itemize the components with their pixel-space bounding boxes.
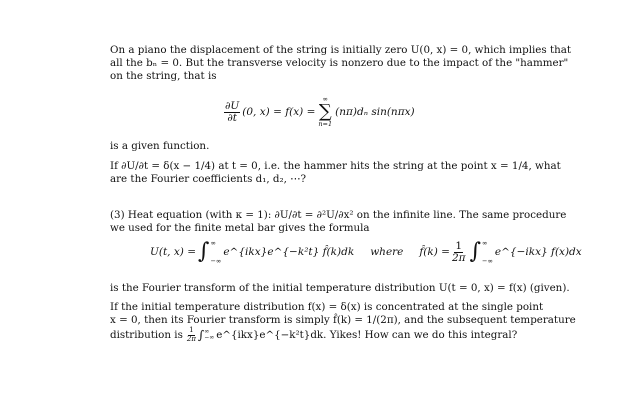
sum-upper-limit: ∞ [322,95,328,103]
fraction-denominator: 2π [451,251,466,264]
text-line: all the bₙ = 0. But the transverse velocity is nonzero due to the impact of the "hammer" [110,57,569,70]
integrand: e^{ikx}e^{−k²t} f̂(k)dk [223,246,355,258]
fourier-transform-lhs: f̂(k) = [419,246,450,258]
integral-operator: ∫ ∞ −∞ [469,239,493,265]
equation-lhs-args: (0, x) = f(x) = [242,106,316,118]
paragraph-hammer-question [110,160,561,186]
fraction-denominator: 2π [186,334,196,343]
paragraph-delta-initial [110,301,576,343]
where-word: where [370,246,404,258]
text-line: x = 0, then its Fourier transform is simply f̂(k) = 1/(2π), and the subsequent temperature [110,314,576,327]
inline-integral-limits [204,329,214,341]
text-line: If ∂U/∂t = δ(x − 1/4) at t = 0, i.e. the hammer hits the string at the point x = 1/4, what [110,160,561,172]
fraction-numerator: 1 [455,239,463,252]
integral-lower-limit: −∞ [482,257,493,265]
text-line: is a given function. [110,140,210,152]
fraction-denominator: ∂t [227,111,237,124]
integral-lower-limit: −∞ [210,257,222,265]
equation-heat-solution [150,239,582,265]
fraction-numerator: 1 [189,326,194,335]
text-line: are the Fourier coefficients d₁, d₂, ⋯? [110,173,306,186]
integral-upper-limit: ∞ [210,239,216,247]
text-line: we used for the finite metal bar gives the formula [110,222,370,235]
normalization-fraction [452,241,466,264]
integral-upper-limit: ∞ [204,328,210,336]
text-line: distribution is $\frac{1}{2\pi}$ ∫ ∞ −∞ e^{ikx}e^{−k²t}dk. Yikes! How can we do this integral? [110,326,518,343]
partial-derivative-fraction [224,101,240,124]
text-segment: e^{ikx}e^{−k²t}dk. Yikes! How can we do this integral? [216,328,518,341]
text-line: (3) Heat equation (with κ = 1): ∂U/∂t = ∂²U/∂x² on the infinite line. The same procedure [110,209,567,221]
integral-lower-limit: −∞ [204,334,215,342]
equation-initial-velocity [222,96,415,128]
inline-fraction [187,327,196,343]
equation-lhs: U(t, x) = [150,246,196,258]
paragraph-piano-displacement [110,44,571,84]
sum-symbol: ∑ [318,101,332,122]
integral-upper-limit: ∞ [482,239,488,247]
sum-lower-limit: n=1 [318,120,333,128]
paragraph-fourier-transform [110,282,570,295]
paragraph-given-function [110,140,530,153]
text-line: on the string, that is [110,70,217,83]
text-line: If the initial temperature distribution f(x) = δ(x) is concentrated at the single point [110,301,544,313]
text-segment: distribution is [110,328,183,341]
text-line: On a piano the displacement of the string is initially zero U(0, x) = 0, which implies that [110,44,571,56]
equation-rhs: (nπ)dₙ sin(nπx) [335,106,415,118]
text-line: is the Fourier transform of the initial temperature distribution U(t = 0, x) = f(x) (given). [110,282,570,294]
summation-operator [318,96,332,128]
integral-operator: ∫ ∞ −∞ [198,239,222,265]
integrand: e^{−ikx} f(x)dx [494,246,582,258]
fraction-numerator: ∂U [225,99,240,112]
paragraph-heat-equation [110,209,567,235]
